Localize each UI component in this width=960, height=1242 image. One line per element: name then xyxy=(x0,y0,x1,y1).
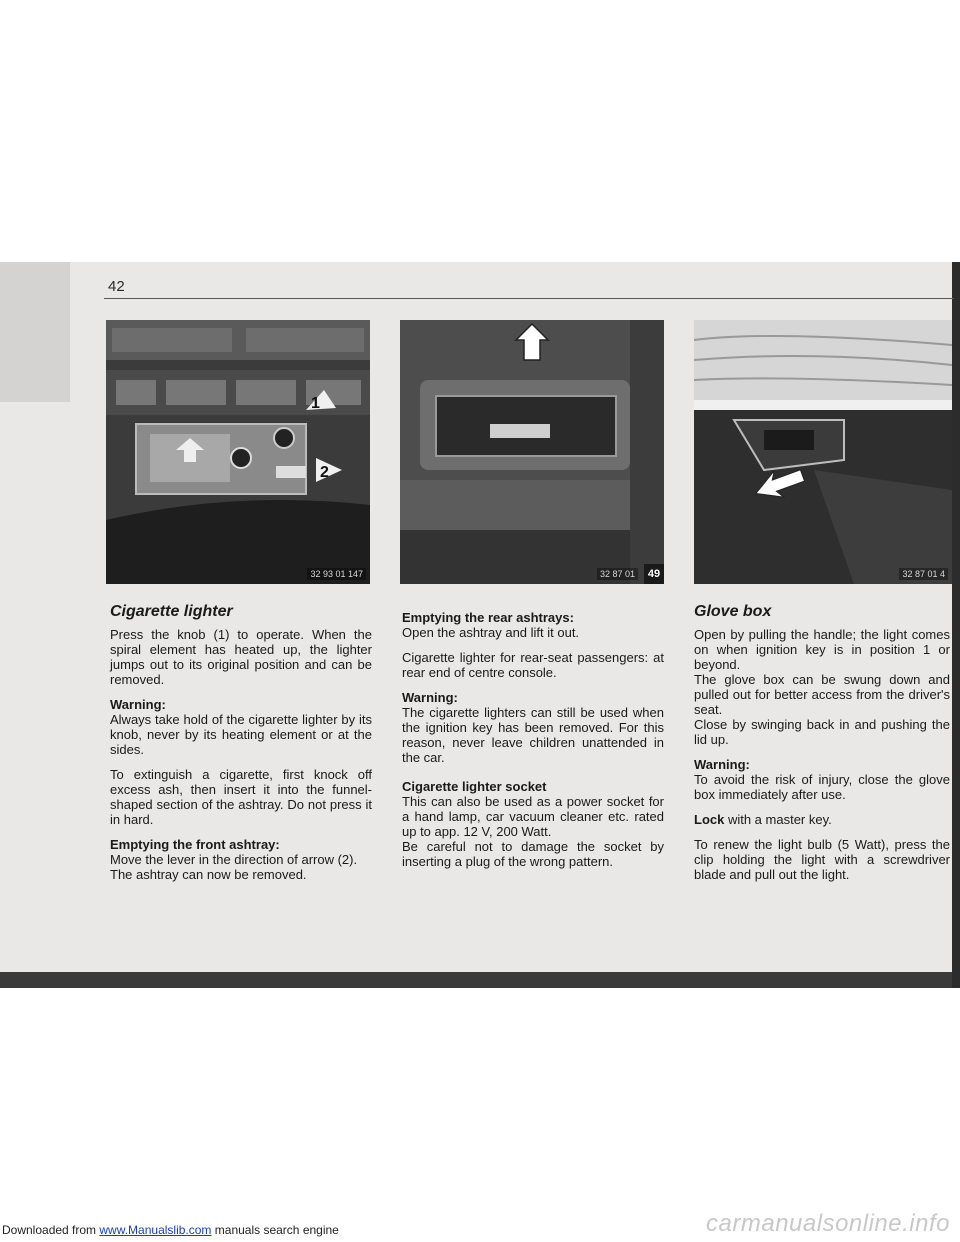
warning-text: Always take hold of the cigarette lighter by its knob, never by its heating element or at the sides. xyxy=(110,712,372,757)
scan-bottom-edge xyxy=(0,972,960,988)
lock-text: with a master key. xyxy=(724,812,832,827)
warning-text: The cigarette lighters can still be used when the ignition key has been removed. For this reason, never leave children unattended in the car. xyxy=(402,705,664,765)
figure-glove-box xyxy=(694,320,952,584)
figure-code: 32 87 01 4 xyxy=(899,568,948,580)
paragraph: The glove box can be swung down and pulled out for better access from the driver's seat. xyxy=(694,672,950,717)
paragraph: Close by swinging back in and pushing the lid up. xyxy=(694,717,950,747)
paragraph: Move the lever in the direction of arrow (2). The ashtray can now be removed. xyxy=(110,852,358,882)
subheading-lighter-socket: Cigarette lighter socket xyxy=(402,779,547,794)
footer-prefix: Downloaded from xyxy=(2,1223,100,1237)
download-footer xyxy=(2,1223,339,1237)
subheading-front-ashtray: Emptying the front ashtray: xyxy=(110,837,280,852)
column-ashtrays xyxy=(402,610,664,879)
figure-cigarette-lighter xyxy=(106,320,370,584)
paragraph: Cigarette lighter for rear-seat passengers: at rear end of centre console. xyxy=(402,650,664,680)
paragraph: Open the ashtray and lift it out. xyxy=(402,625,580,640)
figure-page-badge: 49 xyxy=(644,564,664,584)
callout-1: 1 xyxy=(311,395,320,412)
watermark: carmanualsonline.info xyxy=(706,1210,950,1237)
section-title-cigarette-lighter: Cigarette lighter xyxy=(110,603,233,620)
section-title-glove-box: Glove box xyxy=(694,603,772,620)
paragraph: To renew the light bulb (5 Watt), press the clip holding the light with a screwdriver blade and pull out the light. xyxy=(694,837,950,882)
paragraph: Open by pulling the handle; the light comes on when ignition key is in position 1 or beyond. xyxy=(694,627,950,672)
figure-code: 32 93 01 147 xyxy=(307,568,366,580)
cigarette-lighter-illustration xyxy=(106,320,370,584)
rear-ashtray-illustration xyxy=(400,320,664,584)
subheading-rear-ashtrays: Emptying the rear ashtrays: xyxy=(402,610,574,625)
warning-label: Warning: xyxy=(402,690,458,705)
footer-suffix: manuals search engine xyxy=(211,1223,339,1237)
paragraph: To extinguish a cigarette, first knock off excess ash, then insert it into the funnel-shaped section of the ashtray. Do not press it in hard. xyxy=(110,767,372,827)
page-number: 42 xyxy=(108,278,125,295)
paragraph: Press the knob (1) to operate. When the spiral element has heated up, the lighter jumps out to its original position and can be removed. xyxy=(110,627,372,687)
figure-code: 32 87 01 xyxy=(597,568,638,580)
lock-label: Lock xyxy=(694,812,725,827)
glove-box-illustration xyxy=(694,320,952,584)
scan-right-edge xyxy=(952,262,960,988)
column-cigarette-lighter xyxy=(110,604,372,892)
paragraph: Be careful not to damage the socket by inserting a plug of the wrong pattern. xyxy=(402,839,664,869)
callout-2: 2 xyxy=(320,464,329,481)
scan-shadow xyxy=(0,262,70,402)
warning-label: Warning: xyxy=(110,697,166,712)
figure-rear-ashtray xyxy=(400,320,664,584)
header-rule xyxy=(104,298,954,299)
manualslib-link[interactable]: www.Manualslib.com xyxy=(99,1223,212,1237)
paragraph: This can also be used as a power socket for a hand lamp, car vacuum cleaner etc. rated up to app. 12 V, 200 Watt. xyxy=(402,794,664,839)
warning-text: To avoid the risk of injury, close the glove box immediately after use. xyxy=(694,772,950,802)
lock-paragraph xyxy=(694,812,950,827)
column-glove-box xyxy=(694,604,950,892)
warning-label: Warning: xyxy=(694,757,750,772)
